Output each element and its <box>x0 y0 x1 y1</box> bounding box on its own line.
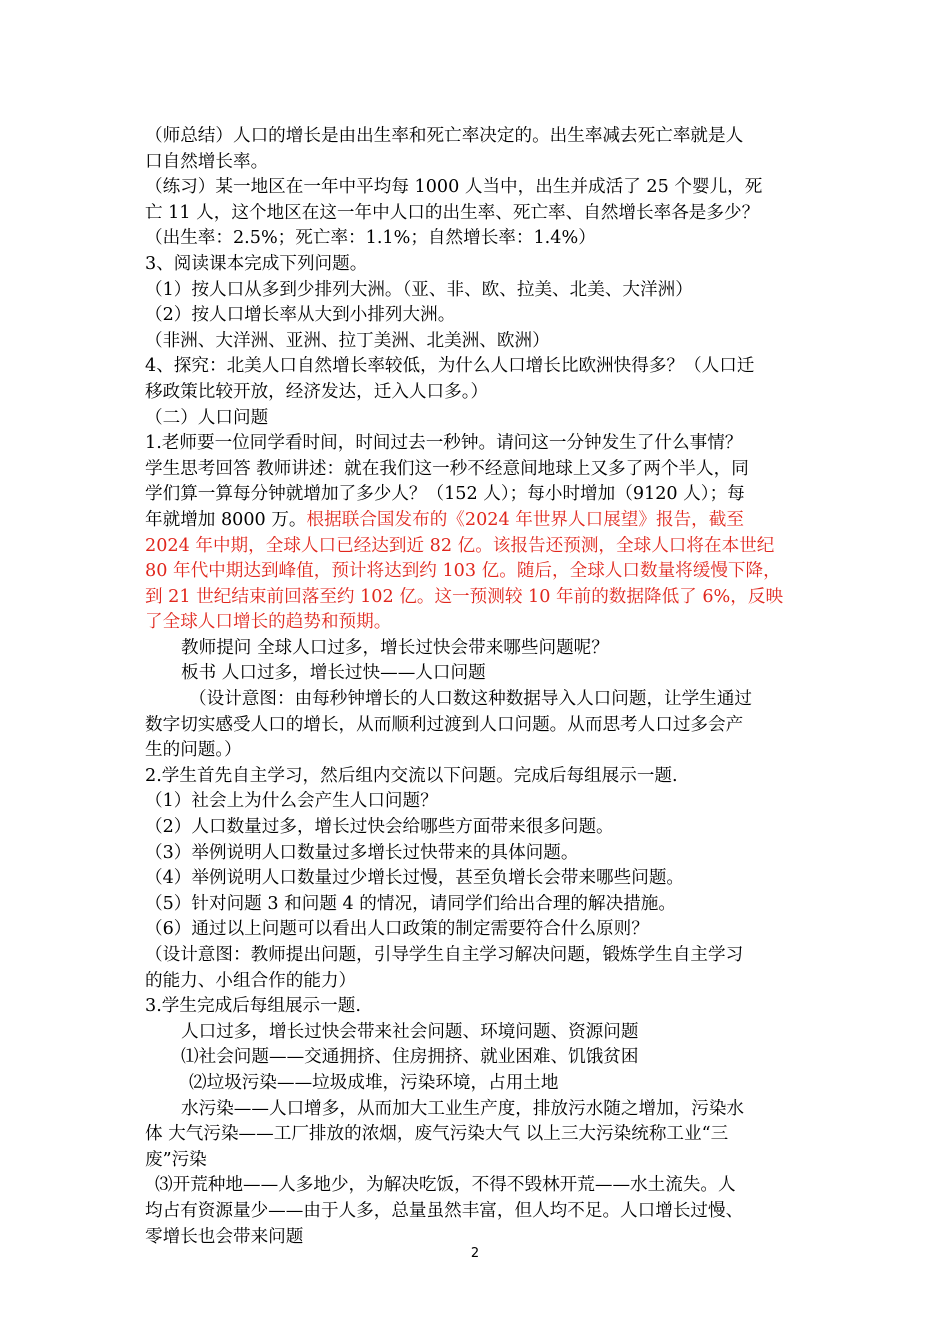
text-line: 1.老师要一位同学看时间，时间过去一秒钟。请问这一分钟发生了什么事情？ <box>145 433 743 454</box>
text-line: 均占有资源量少——由于人多，总量虽然丰富，但人均不足。人口增长过慢、 <box>145 1200 744 1221</box>
text-line: （师总结）人口的增长是由出生率和死亡率决定的。出生率减去死亡率就是人 <box>145 126 744 146</box>
list-item: （5）针对问题 3 和问题 4 的情况，请同学们给出合理的解决措施。 <box>145 893 676 914</box>
highlight-line: 了全球人口增长的趋势和预期。 <box>145 612 392 633</box>
text-line: 零增长也会带来问题 <box>145 1226 304 1247</box>
text-line: 数字切实感受人口的增长，从而顺利过渡到人口问题。从而思考人口过多会产 <box>145 714 744 735</box>
text-line: 废”污染 <box>145 1149 207 1170</box>
list-item: （1）社会上为什么会产生人口问题？ <box>145 791 438 812</box>
text-line: 4、探究：北美人口自然增长率较低，为什么人口增长比欧洲快得多？（人口迁 <box>145 356 755 377</box>
text-line: （2）按人口增长率从大到小排列大洲。 <box>145 305 456 326</box>
list-item: （2）人口数量过多，增长过快会给哪些方面带来很多问题。 <box>145 817 614 838</box>
highlight-line: 2024 年中期，全球人口已经达到近 82 亿。该报告还预测，全球人口将在本世纪 <box>145 535 775 556</box>
text-line: 体 大气污染——工厂排放的浓烟，废气污染大气 以上三大污染统称工业“三 <box>145 1124 729 1145</box>
text-line: ⑵垃圾污染——垃圾成堆，污染环境，占用土地 <box>189 1072 559 1093</box>
highlight-line: 到 21 世纪结束前回落至约 102 亿。这一预测较 10 年前的数据降低了 6%，反映 <box>145 586 784 607</box>
text-line: 学们算一算每分钟就增加了多少人？（152 人）；每小时增加（9120 人）；每 <box>145 484 745 505</box>
text-line: （设计意图：教师提出问题，引导学生自主学习解决问题，锻炼学生自主学习 <box>145 945 744 965</box>
text-line: 的能力、小组合作的能力） <box>145 970 357 991</box>
text-line: ⑴社会问题——交通拥挤、住房拥挤、就业困难、饥饿贫困 <box>181 1047 639 1068</box>
text-line: （练习）某一地区在一年中平均每 1000 人当中，出生并成活了 25 个婴儿，死 <box>145 177 763 198</box>
text-line: （非洲、大洋洲、亚洲、拉丁美洲、北美洲、欧洲） <box>145 330 550 351</box>
section-heading: （二）人口问题 <box>145 407 269 428</box>
text-span: 年就增加 8000 万。 <box>145 509 307 530</box>
text-line: 教师提问 全球人口过多，增长过快会带来哪些问题呢？ <box>181 637 609 658</box>
text-line: 水污染——人口增多，从而加大工业生产度，排放污水随之增加，污染水 <box>181 1098 745 1119</box>
text-line: 板书 人口过多，增长过快——人口问题 <box>181 663 486 684</box>
text-line: 学生思考回答 教师讲述：就在我们这一秒不经意间地球上又多了两个半人，同 <box>145 458 749 479</box>
text-line: 3、阅读课本完成下列问题。 <box>145 253 368 274</box>
text-line: 亡 11 人，这个地区在这一年中人口的出生率、死亡率、自然增长率各是多少？ <box>145 202 760 223</box>
text-line: 口自然增长率。 <box>145 151 269 172</box>
text-line: 生的问题。） <box>145 740 242 761</box>
list-item: （4）举例说明人口数量过少增长过慢，甚至负增长会带来哪些问题。 <box>145 868 685 889</box>
text-line: （出生率：2.5%；死亡率：1.1%；自然增长率：1.4%） <box>145 228 596 249</box>
text-line: （1）按人口从多到少排列大洲。（亚、非、欧、拉美、北美、大洋洲） <box>145 279 693 300</box>
document-body <box>145 124 815 1250</box>
text-line: 移政策比较开放，经济发达，迁入人口多。） <box>145 381 489 402</box>
list-item: （6）通过以上问题可以看出人口政策的制定需要符合什么原则？ <box>145 919 649 940</box>
highlight-line: 80 年代中期达到峰值，预计将达到约 103 亿。随后，全球人口数量将缓慢下降， <box>145 561 781 582</box>
text-line: ⑶开荒种地——人多地少，为解决吃饭，不得不毁林开荒——水土流失。人 <box>155 1175 736 1196</box>
list-item: （3）举例说明人口数量过多增长过快带来的具体问题。 <box>145 842 579 863</box>
text-line: 人口过多，增长过快会带来社会问题、环境问题、资源问题 <box>181 1021 639 1042</box>
text-line-mixed <box>145 508 815 534</box>
page-number: 2 <box>470 1246 480 1261</box>
highlight-text: 根据联合国发布的《2024 年世界人口展望》报告，截至 <box>306 509 744 530</box>
text-line: 2.学生首先自主学习，然后组内交流以下问题。完成后每组展示一题. <box>145 765 678 786</box>
text-line: 3.学生完成后每组展示一题. <box>145 996 361 1017</box>
text-line: （设计意图：由每秒钟增长的人口数这种数据导入人口问题，让学生通过 <box>189 689 753 710</box>
